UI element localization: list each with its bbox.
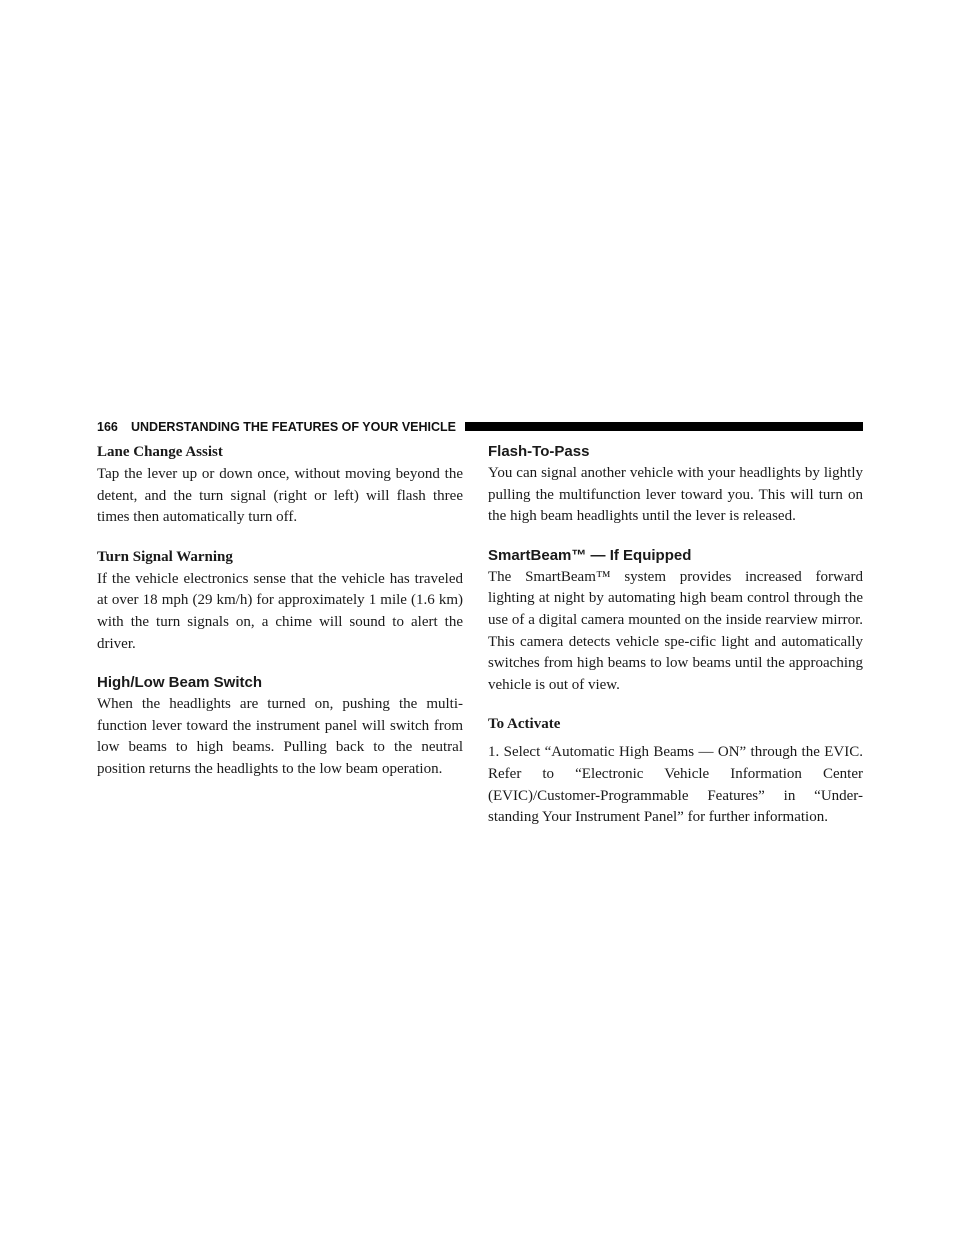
- flash-to-pass-body: You can signal another vehicle with your headlights by lightly pulling the multifunction lever toward you. This will turn on the high beam headlights until the lever is released.: [488, 465, 863, 525]
- smartbeam-heading: SmartBeam™ — If Equipped: [488, 546, 692, 564]
- turn-signal-heading: Turn Signal Warning: [97, 548, 233, 565]
- header-rule-bar: [465, 422, 863, 431]
- right-column: [488, 442, 863, 837]
- lane-change-body: Tap the lever up or down once, without moving beyond the detent, and the turn signal (right or left) will flash three times then automatically turn off.: [97, 466, 463, 526]
- high-low-body: When the headlights are turned on, pushing the multi-function lever toward the instrument panel will switch from low beams to high beams. Pulling back to the neutral position returns the headlights to the low beam operation.: [97, 696, 463, 777]
- to-activate-step-1: 1. Select “Automatic High Beams — ON” through the EVIC. Refer to “Electronic Vehicle Information Center (EVIC)/Customer-Programmable Features” in “Under-standing Your Instrument Panel” for further information.: [488, 744, 863, 826]
- flash-to-pass-heading: Flash-To-Pass: [488, 443, 590, 460]
- to-activate-heading: To Activate: [488, 716, 561, 733]
- left-column: [97, 442, 463, 789]
- section-title: UNDERSTANDING THE FEATURES OF YOUR VEHICLE: [131, 420, 457, 434]
- smartbeam-body: The SmartBeam™ system provides increased forward lighting at night by automating high beam control through the use of a digital camera mounted on the inside rearview mirror. This camera detects vehicle spe-cific light and automatically switches from high beams to low beams until the approaching vehicle is out of view.: [488, 568, 863, 693]
- turn-signal-body: If the vehicle electronics sense that the vehicle has traveled at over 18 mph (29 km/h) for approximately 1 mile (1.6 km) with the turn signals on, a chime will sound to alert the driver.: [97, 570, 463, 652]
- lane-change-heading: Lane Change Assist: [97, 444, 223, 460]
- high-low-heading: High/Low Beam Switch: [97, 674, 263, 692]
- page-number: 166: [97, 420, 118, 434]
- page-header: [97, 418, 863, 436]
